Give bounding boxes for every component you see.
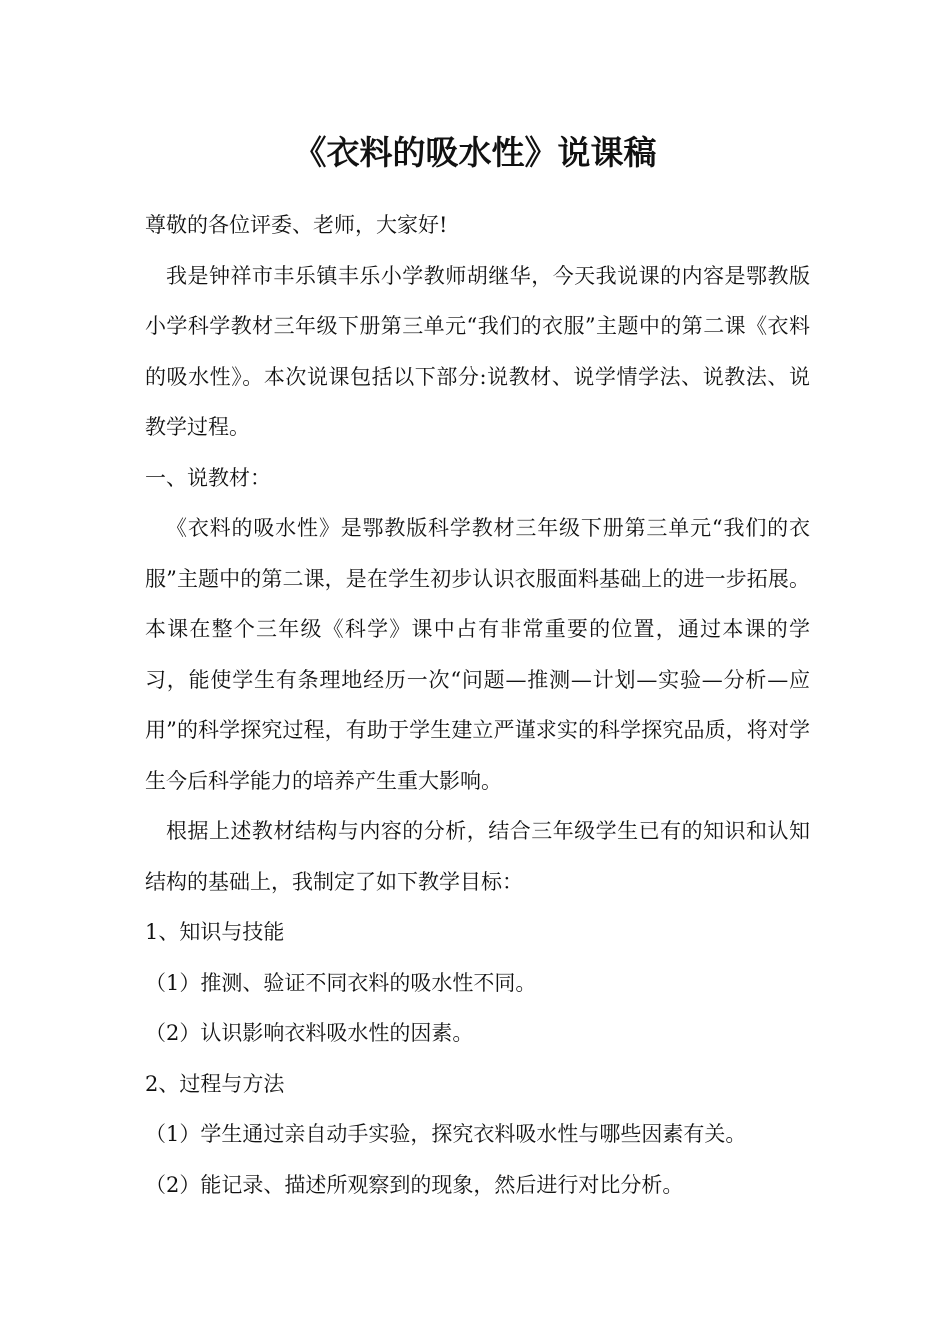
section-heading-textbook: 一、说教材： <box>145 465 271 490</box>
intro-paragraph: 我是钟祥市丰乐镇丰乐小学教师胡继华，今天我说课的内容是鄂教版小学科学教材三年级下册第三单元“我们的衣服”主题中的第二课《衣料的吸水性》。本次说课包括以下部分:说教材、说学情学法、说教法、说教学过程。 <box>145 263 810 439</box>
objective-item: （2）认识影响衣料吸水性的因素。 <box>145 1021 474 1045</box>
objective-heading-knowledge: 1、知识与技能 <box>145 920 285 944</box>
objective-item: （1）学生通过亲自动手实验，探究衣料吸水性与哪些因素有关。 <box>145 1122 747 1146</box>
objective-item: （2）能记录、描述所观察到的现象，然后进行对比分析。 <box>145 1172 684 1197</box>
objective-heading-process: 2、过程与方法 <box>145 1071 285 1096</box>
objectives-intro-paragraph: 根据上述教材结构与内容的分析，结合三年级学生已有的知识和认知结构的基础上，我制定了如下教学目标： <box>145 819 810 894</box>
greeting-paragraph: 尊敬的各位评委、老师，大家好! <box>145 213 448 237</box>
objective-item: （1）推测、验证不同衣料的吸水性不同。 <box>145 970 537 995</box>
document-body <box>145 200 810 1210</box>
document-title: 《衣料的吸水性》说课稿 <box>293 133 657 172</box>
textbook-paragraph: 《衣料的吸水性》是鄂教版科学教材三年级下册第三单元“我们的衣服”主题中的第二课，是在学生初步认识衣服面料基础上的进一步拓展。本课在整个三年级《科学》课中占有非常重要的位置，通过本课的学习，能使学生有条理地经历一次“问题—推测—计划—实验—分析—应用”的科学探究过程，有助于学生建立严谨求实的科学探究品质，将对学生今后科学能力的培养产生重大影响。 <box>145 516 810 793</box>
